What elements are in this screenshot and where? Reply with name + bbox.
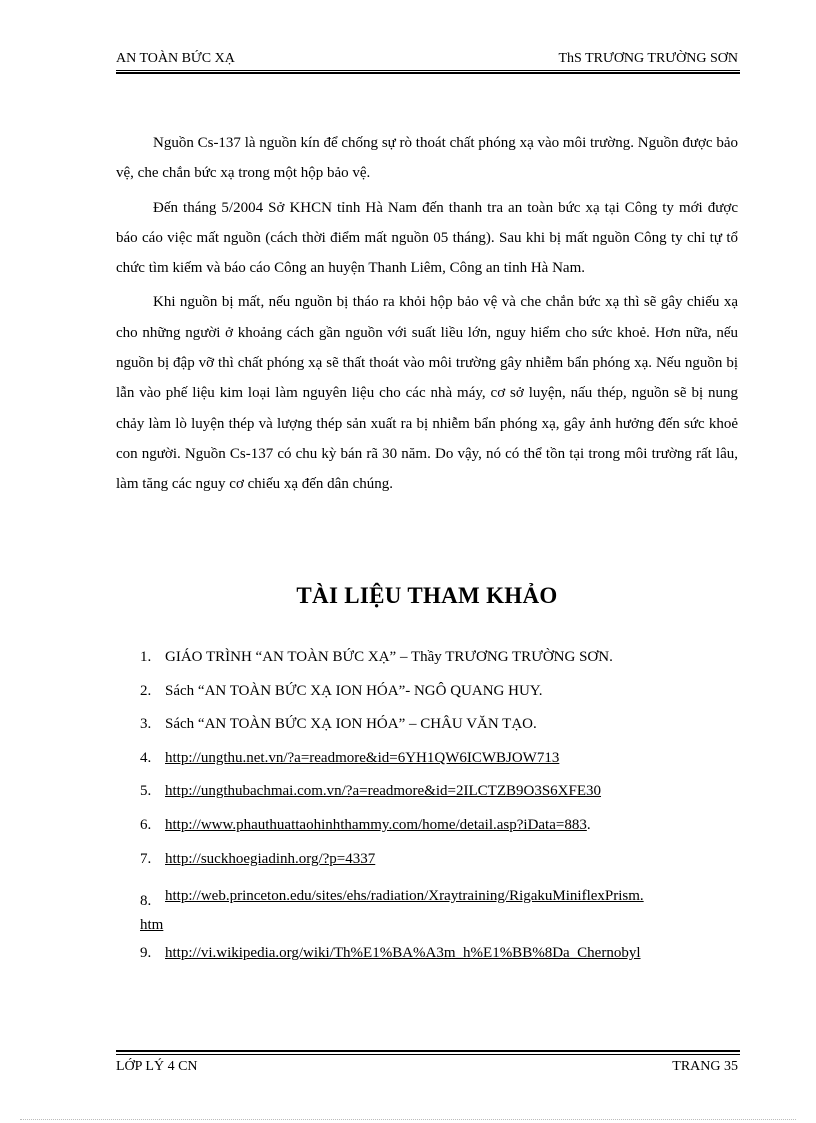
footer-rule-thin: [116, 1054, 740, 1055]
paragraph-1: Nguồn Cs-137 là nguồn kín để chống sự rò thoát chất phóng xạ vào môi trường. Nguồn được bảo vệ, che chắn bức xạ trong một hộp bảo vệ.: [116, 135, 738, 182]
reference-link[interactable]: http://web.princeton.edu/sites/ehs/radiation/Xraytraining/RigakuMiniflexPrism.: [165, 888, 644, 905]
reference-text: Sách “AN TOÀN BỨC XẠ ION HÓA”- NGÔ QUANG HUY.: [165, 682, 543, 699]
reference-link[interactable]: http://ungthubachmai.com.vn/?a=readmore&id=2ILCTZB9O3S6XFE30: [165, 783, 602, 800]
paragraph-3: Khi nguồn bị mất, nếu nguồn bị tháo ra khỏi hộp bảo vệ và che chắn bức xạ thì sẽ gây chiếu xạ cho những người ở khoảng cách gần nguồn với suất liều lớn, nguy hiểm cho sức khoẻ. Hơn nữa, nếu nguồn bị đập vỡ thì chất phóng xạ sẽ thất thoát vào môi trường gây nhiễm bẩn phóng xạ. Nếu nguồn bị lẫn vào phế liệu kim loại làm nguyên liệu cho các nhà máy, cơ sở luyện, nấu thép, nguồn sẽ bị nung chảy làm lò luyện thép và lượng thép sản xuất ra bị nhiễm bẩn phóng xạ, gây ảnh hưởng đến sức khoẻ con người. Nguồn Cs-137 có chu kỳ bán rã 30 năm. Do vậy, nó có thể tồn tại trong môi trường rất lâu, làm tăng các nguy cơ chiếu xạ đến dân chúng.: [116, 294, 738, 493]
reference-number: 5.: [140, 783, 152, 800]
reference-suffix: .: [586, 816, 591, 833]
reference-item: [116, 748, 738, 768]
footer-class-name: LỚP LÝ 4 CN: [116, 1059, 198, 1074]
reference-item: [116, 882, 738, 940]
body-text: [116, 128, 738, 504]
header-course-title: AN TOÀN BỨC XẠ: [116, 51, 235, 66]
reference-number: 6.: [140, 816, 152, 833]
paragraph-2: Đến tháng 5/2004 Sở KHCN tỉnh Hà Nam đến thanh tra an toàn bức xạ tại Công ty mới được báo cáo việc mất nguồn (cách thời điểm mất nguồn 05 tháng). Sau khi bị mất nguồn Công ty chỉ tự tổ chức tìm kiếm và báo cáo Công an huyện Thanh Liêm, Công an tỉnh Hà Nam.: [116, 199, 738, 277]
reference-number: 9.: [140, 945, 152, 962]
footer-rule-thick: [116, 1050, 740, 1052]
reference-number: 4.: [140, 749, 152, 766]
header-author: ThS TRƯƠNG TRƯỜNG SƠN: [558, 51, 738, 66]
reference-link[interactable]: http://suckhoegiadinh.org/?p=4337: [165, 850, 376, 867]
reference-text: GIÁO TRÌNH “AN TOÀN BỨC XẠ” – Thầy TRƯƠNG TRƯỜNG SƠN.: [165, 649, 613, 665]
reference-item: [116, 815, 738, 835]
reference-item: [116, 714, 738, 734]
reference-link[interactable]: http://ungthu.net.vn/?a=readmore&id=6YH1QW6ICWBJOW713: [165, 749, 560, 766]
page-edge-divider: [20, 1119, 796, 1120]
reference-item: [116, 647, 738, 667]
reference-item: [116, 849, 738, 869]
reference-text: Sách “AN TOÀN BỨC XẠ ION HÓA” – CHÂU VĂN TẠO.: [165, 716, 537, 733]
reference-number: 8.: [140, 893, 152, 910]
header-rule-thin: [116, 70, 740, 71]
header-rule-thick: [116, 72, 740, 74]
reference-link-continuation[interactable]: htm: [140, 917, 164, 934]
reference-item: [116, 943, 738, 963]
references-list: [116, 647, 738, 977]
reference-number: 3.: [140, 716, 152, 733]
references-title: TÀI LIỆU THAM KHẢO: [296, 583, 558, 608]
reference-item: [116, 781, 738, 801]
reference-number: 1.: [140, 649, 152, 665]
reference-number: 2.: [140, 682, 152, 699]
reference-link[interactable]: http://www.phauthuattaohinhthammy.com/home/detail.asp?iData=883: [165, 816, 587, 833]
footer-page-number: TRANG 35: [672, 1059, 738, 1074]
reference-item: [116, 681, 738, 701]
reference-link[interactable]: http://vi.wikipedia.org/wiki/Th%E1%BA%A3m_h%E1%BB%8Da_Chernobyl: [165, 945, 641, 962]
reference-number: 7.: [140, 850, 152, 867]
